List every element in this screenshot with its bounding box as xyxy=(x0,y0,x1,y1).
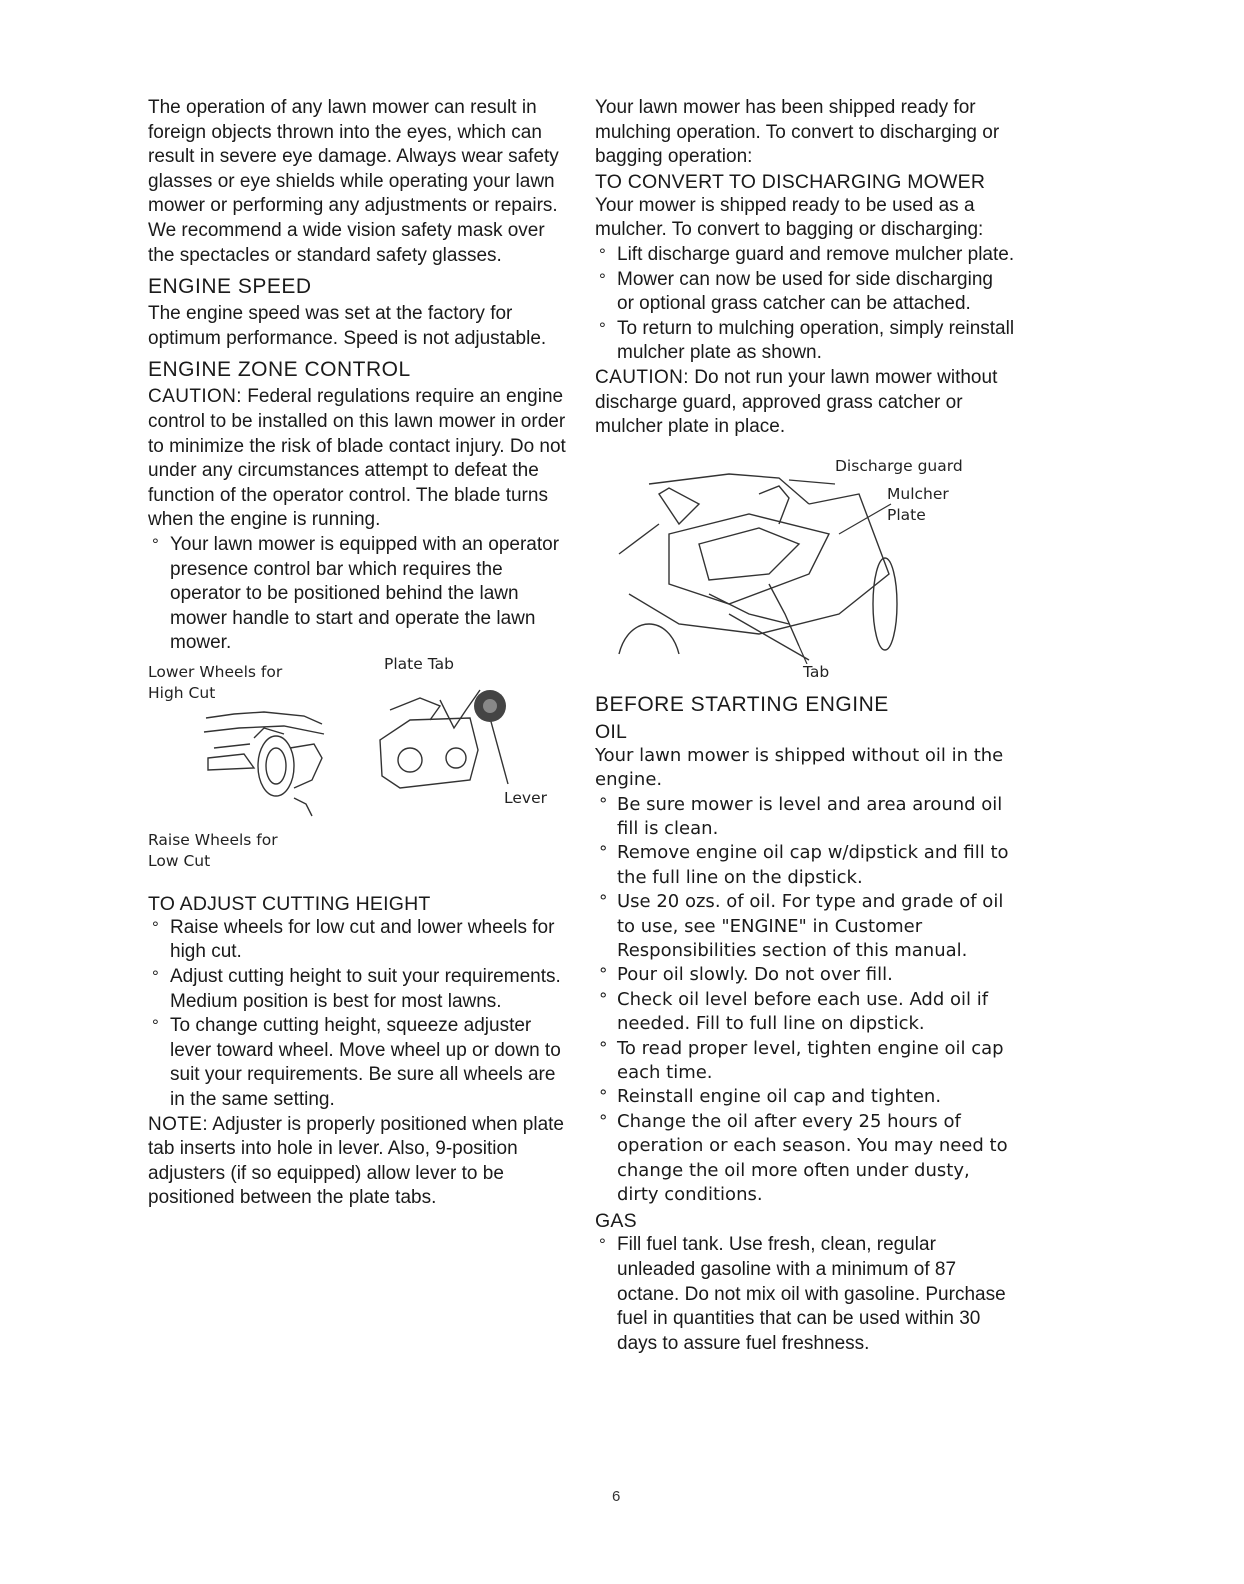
list-item: ° Mower can now be used for side discharging or optional grass catcher can be attached. xyxy=(595,268,1015,317)
wheel-illustration xyxy=(194,708,334,818)
list-item: ° Check oil level before each use. Add oil if needed. Fill to full line on dipstick. xyxy=(595,988,1015,1037)
lever-label: Lever xyxy=(504,788,547,807)
mulching-intro: Your lawn mower has been shipped ready for mulching operation. To convert to discharging or bagging operation: xyxy=(595,97,1000,168)
cutting-height-list xyxy=(148,916,568,1113)
list-item: ° To read proper level, tighten engine oil cap each time. xyxy=(595,1037,1015,1086)
list-item: ° Change the oil after every 25 hours of operation or each season. You may need to change the oil more often under dusty, dirty conditions. xyxy=(595,1110,1015,1208)
tab-label: Tab xyxy=(803,662,830,681)
list-item: ° Raise wheels for low cut and lower wheels for high cut. xyxy=(148,916,568,965)
plate-tab-label: Plate Tab xyxy=(384,654,454,673)
list-item: ° Your lawn mower is equipped with an operator presence control bar which requires the operator to be positioned behind the lawn mower handle to start and operate the lawn mower. xyxy=(148,533,568,656)
before-starting-heading: BEFORE STARTING ENGINE xyxy=(595,692,889,716)
convert-text: Your mower is shipped ready to be used as a mulcher. To convert to bagging or discharging: xyxy=(595,194,984,241)
list-item: ° Pour oil slowly. Do not over fill. xyxy=(595,963,1015,987)
list-item: ° To return to mulching operation, simply reinstall mulcher plate as shown. xyxy=(595,317,1015,366)
convert-heading: TO CONVERT TO DISCHARGING MOWER xyxy=(595,170,986,193)
discharge-guard-label: Discharge guard xyxy=(835,456,963,475)
list-item: ° To change cutting height, squeeze adjuster lever toward wheel. Move wheel up or down to suit your requirements. Be sure all wheels are in the same setting. xyxy=(148,1014,568,1112)
gas-list xyxy=(595,1233,1015,1356)
list-item: ° Remove engine oil cap w/dipstick and fill to the full line on the dipstick. xyxy=(595,841,1015,890)
note-label: NOTE: xyxy=(148,1113,209,1135)
caution-text: Federal regulations require an engine control to be installed on this lawn mower in order to minimize the risk of blade contact injury. Do not under any circumstances attempt to defeat the function of the operator control. The blade turns when the engine is running. xyxy=(148,386,566,531)
caution-label: CAUTION: xyxy=(148,386,242,408)
left-column xyxy=(148,96,568,1211)
list-item: ° Reinstall engine oil cap and tighten. xyxy=(595,1085,1015,1109)
page-number: 6 xyxy=(612,1488,621,1505)
gas-heading: GAS xyxy=(595,1210,637,1233)
cutting-height-heading: TO ADJUST CUTTING HEIGHT xyxy=(148,892,431,915)
mulcher-plate-figure xyxy=(595,456,1015,688)
plate-tab-lever-illustration xyxy=(370,680,520,800)
caution-text: Do not run your lawn mower without discharge guard, approved grass catcher or mulcher plate in place. xyxy=(595,366,998,438)
list-item: ° Fill fuel tank. Use fresh, clean, regular unleaded gasoline with a minimum of 87 octane. Do not mix oil with gasoline. Purchase fuel in quantities that can be used within 30 days to assure fuel freshness. xyxy=(595,1233,1015,1356)
right-column xyxy=(595,96,1015,1356)
safety-intro: The operation of any lawn mower can result in foreign objects thrown into the eyes, which can result in severe eye damage. Always wear safety glasses or eye shields while operating your lawn mower or performing any adjustments or repairs. We recommend a wide vision safety mask over the spectacles or standard safety glasses. xyxy=(148,97,559,266)
list-item: ° Use 20 ozs. of oil. For type and grade of oil to use, see "ENGINE" in Customer Responsibilities section of this manual. xyxy=(595,890,1015,963)
engine-speed-heading: ENGINE SPEED xyxy=(148,275,312,299)
oil-list xyxy=(595,793,1015,1208)
mulcher-illustration xyxy=(609,464,909,664)
oil-heading: OIL xyxy=(595,720,628,743)
engine-speed-text: The engine speed was set at the factory for optimum performance. Speed is not adjustable. xyxy=(148,303,547,349)
wheel-adjuster-figure xyxy=(148,654,568,890)
list-item: ° Be sure mower is level and area around oil fill is clean. xyxy=(595,793,1015,842)
engine-zone-control-heading: ENGINE ZONE CONTROL xyxy=(148,358,411,382)
zone-control-list xyxy=(148,533,568,656)
convert-caution xyxy=(595,366,1015,440)
caution-label: CAUTION: xyxy=(595,366,689,388)
mulcher-plate-label: Mulcher Plate xyxy=(887,484,949,524)
list-item: ° Adjust cutting height to suit your requirements. Medium position is best for most lawns. xyxy=(148,965,568,1014)
oil-section xyxy=(595,744,1015,1208)
convert-list xyxy=(595,243,1015,366)
zone-control-caution xyxy=(148,385,568,533)
list-item: ° Lift discharge guard and remove mulcher plate. xyxy=(595,243,1015,268)
adjuster-note xyxy=(148,1113,568,1211)
lower-wheels-label: Lower Wheels for High Cut xyxy=(148,662,283,702)
raise-wheels-label: Raise Wheels for Low Cut xyxy=(148,830,278,870)
oil-text: Your lawn mower is shipped without oil in the engine. xyxy=(595,744,1004,791)
note-text: Adjuster is properly positioned when plate tab inserts into hole in lever. Also, 9-position adjusters (if so equipped) allow lever to be positioned between the plate tabs. xyxy=(148,1113,565,1209)
